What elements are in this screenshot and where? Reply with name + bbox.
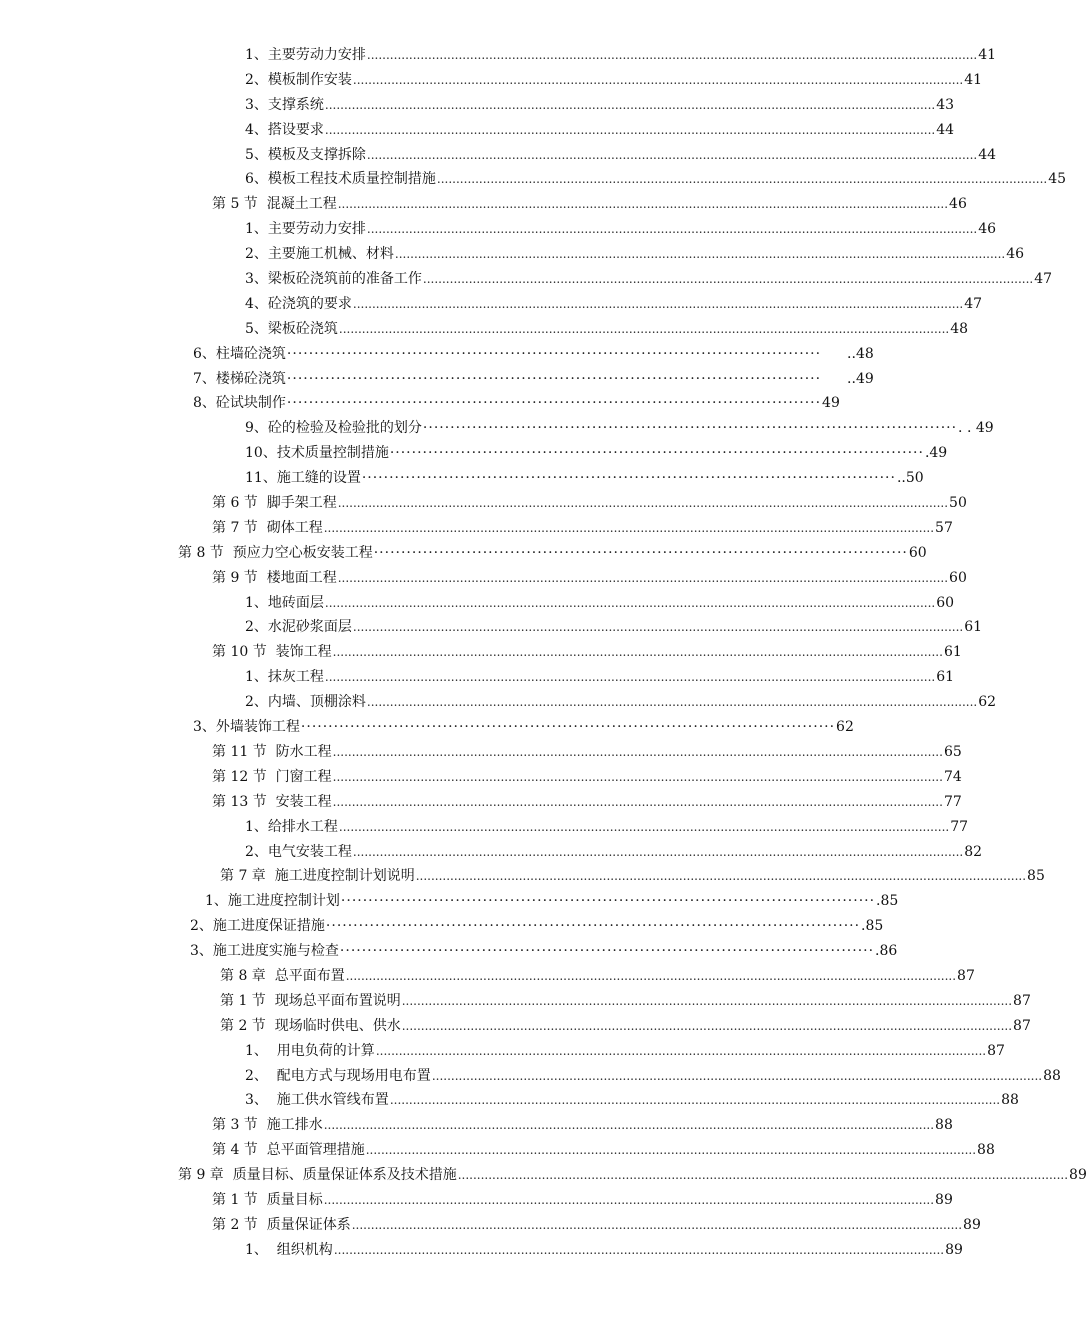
toc-entry-page: 77	[943, 793, 962, 810]
toc-entry[interactable]	[0, 690, 997, 715]
toc-entry-page: .49	[924, 445, 948, 462]
dot-leader: ................................................................................................................................................................	[375, 1043, 987, 1058]
toc-entry-label: 1、 组织机构	[245, 1241, 333, 1258]
toc-entry[interactable]	[0, 441, 948, 466]
toc-entry[interactable]	[0, 815, 969, 840]
toc-entry[interactable]	[0, 1064, 1061, 1089]
toc-entry[interactable]	[0, 267, 1053, 292]
toc-entry-page: 47	[1034, 271, 1053, 288]
toc-entry-label: 1、给排水工程	[245, 818, 338, 835]
toc-entry-label: 3、 施工供水管线布置	[245, 1092, 389, 1109]
dot-leader: ................................................................................................................................................................	[324, 97, 936, 112]
dot-leader: ··································································································	[286, 345, 822, 362]
dot-leader: ................................................................................................................................................................	[323, 520, 935, 535]
toc-entry-label: 1、主要劳动力安排	[245, 47, 366, 63]
toc-entry-label: 2、模板制作安装	[245, 71, 352, 88]
toc-entry-page: 46	[1006, 246, 1025, 263]
toc-entry-page: 61	[943, 644, 962, 661]
dot-leader: ................................................................................................................................................................	[366, 147, 978, 162]
toc-entry-page: 82	[964, 843, 983, 860]
toc-entry-label: 1、抹灰工程	[245, 669, 324, 686]
toc-entry-page: .86	[875, 943, 898, 960]
toc-entry[interactable]	[0, 964, 975, 989]
dot-leader: ................................................................................................................................................................	[352, 296, 964, 311]
toc-entry-label: 4、搭设要求	[245, 121, 324, 138]
toc-entry-page: 41	[978, 47, 997, 63]
toc-entry[interactable]	[0, 43, 997, 68]
toc-entry[interactable]	[0, 566, 967, 591]
dot-leader: ................................................................................................................................................................	[333, 1242, 945, 1257]
toc-entry-page: 87	[957, 967, 975, 984]
dot-leader: ................................................................................................................................................................	[366, 48, 978, 62]
toc-entry[interactable]	[0, 864, 1045, 889]
toc-entry-label: 第 7 节 砌体工程	[212, 519, 323, 536]
toc-entry-page: 88	[977, 1142, 995, 1159]
dot-leader: ................................................................................................................................................................	[352, 620, 964, 635]
toc-entry-label: 第 9 节 楼地面工程	[212, 569, 337, 586]
toc-entry[interactable]	[0, 367, 874, 392]
toc-entry-page: .85	[861, 918, 884, 935]
dot-leader: ................................................................................................................................................................	[422, 272, 1034, 287]
toc-entry-label: 2、 配电方式与现场用电布置	[245, 1067, 431, 1084]
table-of-contents	[0, 43, 1087, 1263]
toc-entry-label: 第 7 章 施工进度控制计划说明	[220, 868, 415, 885]
toc-entry[interactable]	[0, 715, 854, 740]
toc-entry-label: 第 2 节 质量保证体系	[212, 1216, 351, 1233]
toc-entry[interactable]	[0, 1138, 995, 1163]
toc-entry-page: 89	[963, 1216, 981, 1233]
toc-entry-label: 第 10 节 装饰工程	[212, 644, 332, 661]
toc-entry-page: 44	[978, 146, 997, 163]
dot-leader: ................................................................................................................................................................	[332, 744, 943, 759]
dot-leader: ··································································································	[361, 470, 896, 487]
toc-entry-page: 88	[935, 1117, 953, 1134]
toc-entry[interactable]	[0, 342, 874, 367]
toc-entry[interactable]	[0, 516, 953, 541]
toc-entry[interactable]	[0, 68, 983, 93]
toc-entry-label: 6、模板工程技术质量控制措施	[245, 171, 436, 188]
dot-leader: ................................................................................................................................................................	[338, 819, 950, 834]
dot-leader: ................................................................................................................................................................	[345, 968, 957, 983]
toc-entry-page: ..48	[847, 345, 874, 362]
dot-leader: ··································································································	[373, 544, 908, 561]
toc-entry-label: 9、砼的检验及检验批的划分	[245, 420, 422, 437]
toc-entry-page: 88	[1001, 1092, 1019, 1109]
toc-entry-label: 第 12 节 门窗工程	[212, 768, 332, 785]
toc-entry-label: 第 11 节 防水工程	[212, 743, 332, 760]
toc-entry-label: 8、砼试块制作	[193, 395, 286, 412]
toc-entry-page: 60	[936, 594, 955, 611]
toc-entry-page: 45	[1048, 171, 1067, 188]
toc-entry[interactable]	[0, 1088, 1019, 1113]
toc-entry[interactable]	[0, 1213, 981, 1238]
toc-entry-page: 87	[1013, 1017, 1031, 1034]
toc-entry-label: 1、 用电负荷的计算	[245, 1042, 375, 1059]
dot-leader: ................................................................................................................................................................	[365, 1143, 977, 1158]
toc-entry-page: 48	[950, 320, 969, 337]
toc-entry-label: 1、施工进度控制计划	[205, 893, 340, 910]
dot-leader: ................................................................................................................................................................	[324, 122, 936, 137]
dot-leader: ................................................................................................................................................................	[389, 1093, 1001, 1108]
toc-entry-page: 87	[987, 1042, 1005, 1059]
dot-leader: ................................................................................................................................................................	[457, 1168, 1069, 1183]
toc-entry-label: 5、梁板砼浇筑	[245, 320, 338, 337]
toc-entry-label: 第 9 章 质量目标、质量保证体系及技术措施	[178, 1167, 457, 1184]
toc-entry-page: 89	[945, 1241, 963, 1258]
toc-entry[interactable]	[0, 914, 884, 939]
toc-entry-page: 43	[936, 96, 955, 113]
toc-entry-page: ..50	[896, 470, 924, 487]
toc-entry[interactable]	[0, 889, 899, 914]
toc-entry-page: 89	[935, 1191, 953, 1208]
dot-leader: ................................................................................................................................................................	[332, 645, 943, 660]
toc-entry-label: 4、砼浇筑的要求	[245, 295, 352, 312]
toc-entry-label: 第 8 章 总平面布置	[220, 967, 345, 984]
toc-entry[interactable]	[0, 989, 1031, 1014]
toc-entry[interactable]	[0, 939, 898, 964]
toc-entry[interactable]	[0, 765, 962, 790]
toc-entry-label: 1、地砖面层	[245, 594, 324, 611]
dot-leader: ··································································································	[339, 943, 875, 960]
toc-entry-label: 6、柱墙砼浇筑	[193, 345, 286, 362]
toc-entry-label: 第 3 节 施工排水	[212, 1117, 323, 1134]
toc-entry-label: 3、梁板砼浇筑前的准备工作	[245, 271, 422, 288]
toc-entry-label: 第 4 节 总平面管理措施	[212, 1142, 365, 1159]
toc-entry-label: 2、内墙、顶棚涂料	[245, 694, 366, 711]
toc-entry-page: 60	[908, 544, 927, 561]
toc-entry-page: 88	[1043, 1067, 1061, 1084]
toc-entry-label: 10、技术质量控制措施	[245, 445, 389, 462]
dot-leader: ··································································································	[340, 893, 876, 910]
toc-entry[interactable]	[0, 665, 955, 690]
toc-entry[interactable]	[0, 615, 983, 640]
toc-entry[interactable]	[0, 118, 955, 143]
toc-entry-label: 2、主要施工机械、材料	[245, 246, 394, 263]
toc-entry-page: 44	[936, 121, 955, 138]
toc-entry-page: 85	[1027, 868, 1045, 885]
toc-entry[interactable]	[0, 167, 1067, 192]
dot-leader: ··································································································	[300, 719, 836, 736]
dot-leader: ................................................................................................................................................................	[394, 247, 1006, 262]
dot-leader: ................................................................................................................................................................	[401, 993, 1013, 1008]
toc-entry[interactable]	[0, 317, 969, 342]
toc-entry-label: 3、施工进度实施与检查	[190, 943, 339, 960]
dot-leader: ................................................................................................................................................................	[337, 496, 949, 511]
toc-entry-label: 1、主要劳动力安排	[245, 221, 366, 238]
dot-leader: ................................................................................................................................................................	[337, 197, 949, 212]
dot-leader: ................................................................................................................................................................	[401, 1018, 1013, 1033]
toc-entry-label: 第 6 节 脚手架工程	[212, 495, 337, 512]
toc-entry-page: 61	[964, 619, 983, 636]
toc-entry[interactable]	[0, 217, 997, 242]
dot-leader: ................................................................................................................................................................	[324, 595, 936, 610]
dot-leader: ................................................................................................................................................................	[431, 1068, 1043, 1083]
toc-entry-label: 2、水泥砂浆面层	[245, 619, 352, 636]
toc-entry-label: 5、模板及支撑拆除	[245, 146, 366, 163]
toc-entry-label: 2、施工进度保证措施	[190, 918, 325, 935]
dot-leader: ................................................................................................................................................................	[366, 695, 978, 710]
toc-entry-page: 61	[936, 669, 955, 686]
toc-entry-page: 74	[943, 768, 962, 785]
toc-entry[interactable]	[0, 1113, 953, 1138]
toc-entry[interactable]	[0, 541, 927, 566]
dot-leader: ................................................................................................................................................................	[332, 794, 943, 809]
toc-entry-page: 49	[822, 395, 840, 412]
toc-entry-label: 第 2 节 现场临时供电、供水	[220, 1017, 401, 1034]
toc-entry[interactable]	[0, 790, 962, 815]
toc-entry[interactable]	[0, 391, 840, 416]
dot-leader: ................................................................................................................................................................	[323, 1192, 935, 1207]
toc-entry-page: 50	[949, 495, 967, 512]
toc-entry-page: .85	[876, 893, 899, 910]
toc-entry[interactable]	[0, 192, 967, 217]
toc-entry-label: 第 5 节 混凝土工程	[212, 196, 337, 213]
dot-leader: ................................................................................................................................................................	[366, 222, 978, 237]
toc-entry-page: ..49	[847, 370, 874, 387]
toc-entry[interactable]	[0, 1014, 1031, 1039]
toc-entry-label: 7、楼梯砼浇筑	[193, 370, 286, 387]
toc-entry[interactable]	[0, 1039, 1005, 1064]
toc-entry-page: . . 49	[958, 420, 994, 437]
toc-entry-label: 3、支撑系统	[245, 96, 324, 113]
toc-entry-label: 3、外墙装饰工程	[193, 719, 300, 736]
dot-leader: ··································································································	[422, 420, 958, 437]
toc-entry[interactable]	[0, 292, 983, 317]
dot-leader: ··································································································	[286, 370, 822, 387]
dot-leader: ··································································································	[389, 445, 924, 462]
dot-leader: ................................................................................................................................................................	[351, 1217, 963, 1232]
toc-entry-page: 77	[950, 818, 969, 835]
toc-entry-label: 第 1 节 质量目标	[212, 1191, 323, 1208]
toc-entry-page: 60	[949, 569, 967, 586]
toc-entry[interactable]	[0, 416, 994, 441]
toc-entry[interactable]	[0, 466, 924, 491]
toc-entry[interactable]	[0, 840, 983, 865]
toc-entry-page: 41	[964, 71, 983, 88]
toc-entry[interactable]	[0, 1163, 1087, 1188]
toc-entry[interactable]	[0, 740, 962, 765]
toc-entry-page: 89	[1069, 1167, 1087, 1184]
dot-leader: ··································································································	[286, 395, 822, 412]
toc-entry-page: 87	[1013, 992, 1031, 1009]
toc-entry-label: 第 13 节 安装工程	[212, 793, 332, 810]
toc-entry[interactable]	[0, 640, 962, 665]
toc-entry-page: 47	[964, 295, 983, 312]
dot-leader: ................................................................................................................................................................	[338, 321, 950, 336]
toc-entry-label: 第 1 节 现场总平面布置说明	[220, 992, 401, 1009]
toc-entry[interactable]	[0, 242, 1025, 267]
toc-entry-label: 2、电气安装工程	[245, 843, 352, 860]
toc-entry[interactable]	[0, 93, 955, 118]
toc-entry-page: 62	[978, 694, 997, 711]
toc-entry-label: 第 8 节 预应力空心板安装工程	[178, 544, 373, 561]
toc-entry[interactable]	[0, 143, 997, 168]
toc-entry[interactable]	[0, 591, 955, 616]
toc-entry[interactable]	[0, 491, 967, 516]
toc-entry-page: 46	[949, 196, 967, 213]
dot-leader: ................................................................................................................................................................	[436, 172, 1048, 187]
dot-leader: ··································································································	[325, 918, 861, 935]
toc-entry-page: 65	[943, 743, 962, 760]
dot-leader: ................................................................................................................................................................	[337, 570, 949, 585]
toc-entry[interactable]	[0, 1238, 963, 1263]
toc-entry-page: 62	[836, 719, 854, 736]
dot-leader: ................................................................................................................................................................	[352, 844, 964, 859]
dot-leader: ................................................................................................................................................................	[415, 869, 1027, 884]
toc-entry-label: 11、施工缝的设置	[245, 470, 361, 487]
dot-leader: ................................................................................................................................................................	[352, 72, 964, 87]
dot-leader: ................................................................................................................................................................	[324, 670, 936, 685]
toc-entry[interactable]	[0, 1188, 953, 1213]
toc-entry-page: 57	[935, 519, 953, 536]
dot-leader: ................................................................................................................................................................	[323, 1118, 935, 1133]
dot-leader: ................................................................................................................................................................	[332, 769, 943, 784]
toc-entry-page: 46	[978, 221, 997, 238]
